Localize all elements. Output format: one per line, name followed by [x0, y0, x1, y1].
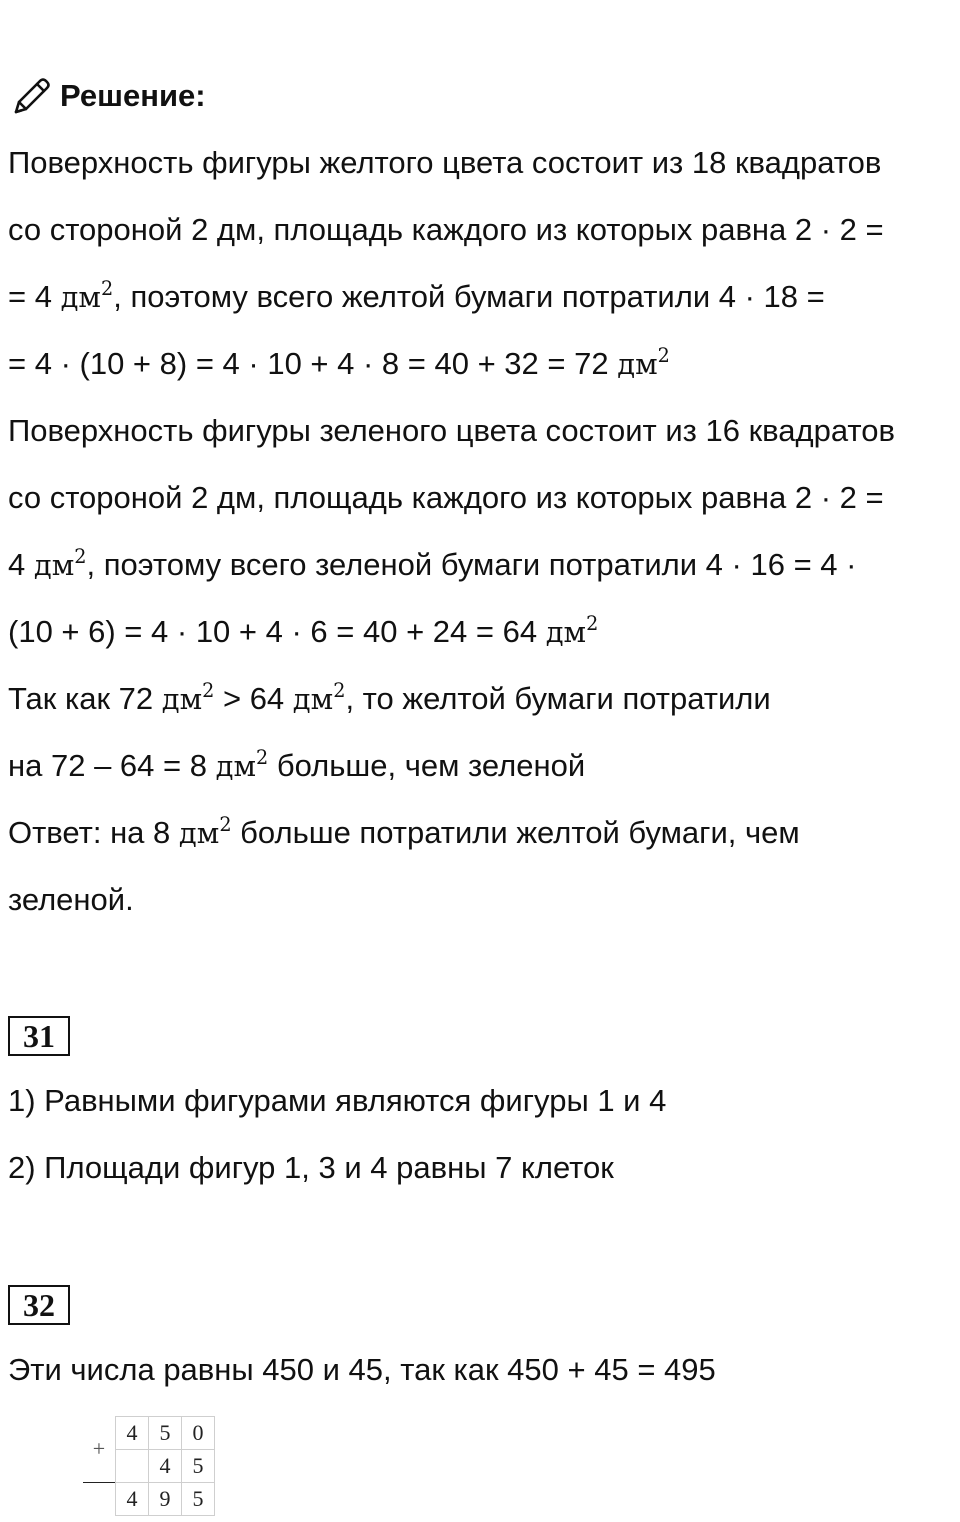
- unit-dm: дм: [215, 749, 257, 783]
- solution-line-9: Так как 72 $дм^2 > 64$ $дм^2$, то желтой бумаги потратили: [8, 679, 771, 716]
- task31-line-2: 2) Площади фигур 1, 3 и 4 равны 7 клеток: [8, 1150, 614, 1185]
- calc-digit: 4: [116, 1483, 149, 1516]
- solution-line-10: на 72 – 64 = 8 $дм^2$ больше, чем зеленой: [8, 746, 586, 783]
- calc-digit: 4: [149, 1450, 182, 1483]
- solution-heading: [10, 74, 206, 118]
- solution-line-3: = 4 $дм^2$, поэтому всего желтой бумаги потратили 4 · 18 =: [8, 277, 825, 314]
- task-number-32: 32: [8, 1285, 70, 1325]
- pencil-icon: [10, 74, 54, 118]
- plus-sign: +: [83, 1417, 116, 1483]
- calc-digit: 5: [182, 1483, 215, 1516]
- solution-line-5: Поверхность фигуры зеленого цвета состоит из 16 квадратов: [8, 413, 895, 448]
- task31-line-1: 1) Равными фигурами являются фигуры 1 и 4: [8, 1083, 667, 1118]
- unit-dm: дм: [617, 347, 658, 381]
- calc-digit: 4: [116, 1417, 149, 1450]
- column-addition: [83, 1416, 215, 1516]
- solution-line-6: со стороной 2 дм, площадь каждого из которых равна 2 · 2 =: [8, 480, 884, 515]
- unit-dm: дм: [161, 682, 203, 716]
- unit-dm: дм: [545, 615, 587, 649]
- calc-digit: 0: [182, 1417, 215, 1450]
- calc-digit: 5: [182, 1450, 215, 1483]
- task32-text: Эти числа равны 450 и 45, так как 450 + 45 = 495: [8, 1352, 716, 1387]
- solution-line-1: Поверхность фигуры желтого цвета состоит из 18 квадратов: [8, 145, 882, 180]
- solution-line-8: (10 + 6) = 4 · 10 + 4 · 6 = 40 + 24 = 64 $дм^2$: [8, 612, 599, 649]
- solution-title: Решение:: [60, 78, 206, 113]
- unit-dm: дм: [178, 816, 220, 850]
- calc-row-sum: [83, 1483, 215, 1516]
- unit-dm: дм: [292, 682, 334, 716]
- solution-line-4: = 4 · (10 + 8) = 4 · 10 + 4 · 8 = 40 + 32 = 72 $дм^2$: [8, 344, 670, 381]
- calc-row-1: [83, 1417, 215, 1450]
- task-number-31: 31: [8, 1016, 70, 1056]
- calc-digit: [116, 1450, 149, 1483]
- calc-digit: 5: [149, 1417, 182, 1450]
- calc-digit: 9: [149, 1483, 182, 1516]
- solution-line-7: 4 $дм^2$, поэтому всего зеленой бумаги потратили 4 · 16 = 4 ·: [8, 545, 857, 582]
- solution-line-2: со стороной 2 дм, площадь каждого из которых равна 2 · 2 =: [8, 212, 884, 247]
- unit-dm: дм: [33, 548, 75, 582]
- answer-line-1: Ответ: на 8 $дм^2$ больше потратили желтой бумаги, чем: [8, 813, 800, 850]
- answer-line-2: зеленой.: [8, 882, 134, 917]
- unit-dm: дм: [60, 280, 101, 314]
